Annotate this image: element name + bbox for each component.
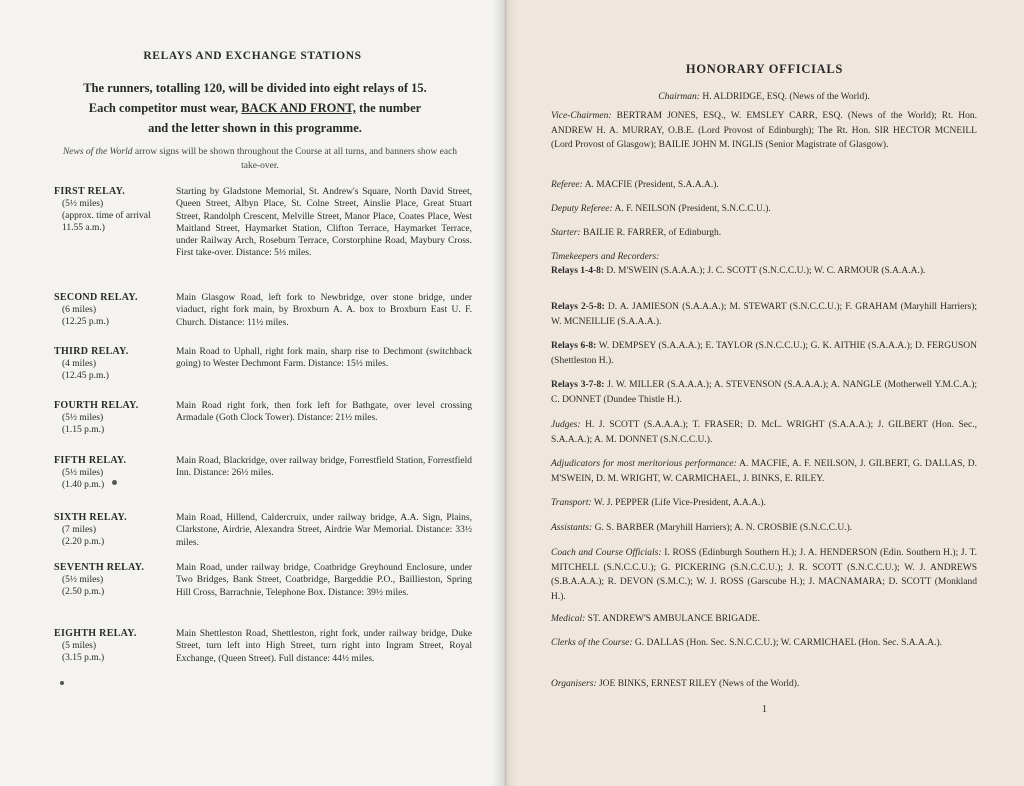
relay-label bbox=[54, 400, 169, 436]
official-names: D. M'SWEIN (S.A.A.A.); J. C. SCOTT (S.N.C.C.U.); W. C. ARMOUR (S.A.A.A.). bbox=[606, 266, 926, 276]
official-entry bbox=[551, 521, 977, 536]
relay-distance: (4 miles) bbox=[62, 359, 97, 369]
left-page bbox=[0, 0, 505, 786]
official-entry bbox=[551, 178, 977, 193]
relay-label bbox=[54, 186, 169, 234]
relay-distance: (5½ miles) bbox=[62, 575, 104, 585]
relay-group: Relays 3-7-8: bbox=[551, 380, 605, 390]
relay-distance: (5 miles) bbox=[62, 641, 97, 651]
official-entry bbox=[551, 546, 977, 604]
relay-name: FIRST RELAY. bbox=[54, 186, 126, 197]
relay-name: EIGHTH RELAY. bbox=[54, 628, 137, 639]
official-role: Medical: bbox=[551, 614, 586, 624]
relay-name: FIFTH RELAY. bbox=[54, 455, 127, 466]
relay-name: FOURTH RELAY. bbox=[54, 400, 139, 411]
official-entry bbox=[551, 378, 977, 407]
official-names: JOE BINKS, ERNEST RILEY (News of the World). bbox=[598, 679, 800, 689]
official-role: Judges: bbox=[551, 420, 581, 430]
relay-group: Relays 1-4-8: bbox=[551, 266, 605, 276]
intro-line-1: The runners, totalling 120, will be divided into eight relays of 15. bbox=[83, 81, 427, 95]
official-names: A. MACFIE (President, S.A.A.A.). bbox=[584, 180, 719, 190]
relay-label bbox=[54, 346, 169, 382]
relay-label bbox=[54, 292, 169, 328]
relay-time: (1.40 p.m.) bbox=[62, 480, 105, 490]
intro-part-b: Each competitor must wear, bbox=[88, 101, 239, 115]
relay-distance: (6 miles) bbox=[62, 305, 97, 315]
signage-note bbox=[60, 145, 460, 173]
official-names: A. MACFIE, A. F. NEILSON, J. GILBERT, G. DALLAS, D. M'SWEIN, D. M. WRIGHT, W. CARMICHAEL, J. BINKS, E. RILEY. bbox=[551, 459, 978, 484]
relay-route: Main Shettleston Road, Shettleston, right fork, under railway bridge, Duke Street, turn left into High Street, turn right into Ingram Street, Royal Exchange, (Queen Street). Full distance: 44½ miles. bbox=[176, 629, 472, 664]
relay-route: Main Road, under railway bridge, Coatbridge Greyhound Enclosure, under Two Bridges, Bank Street, Coatbridge, Bargeddie P.O., Baillieston, Spring Hill Cross, Barrachnie, Telephone Box. Distance: 39½ miles. bbox=[176, 563, 472, 598]
official-entry bbox=[551, 90, 977, 105]
official-role: Deputy Referee: bbox=[551, 204, 613, 214]
relay-route: Main Glasgow Road, left fork to Newbridge, over stone bridge, under viaduct, right fork main, by Broxburn A. A. box to Broxburn East U. F. Church. Distance: 11½ miles. bbox=[176, 293, 472, 328]
official-entry bbox=[551, 202, 977, 217]
official-entry bbox=[551, 250, 977, 265]
official-role: Organisers: bbox=[551, 679, 597, 689]
official-names: H. J. SCOTT (S.A.A.A.); T. FRASER; D. McL. WRIGHT (S.A.A.A.); J. GILBERT (Hon. Sec., S.A.A.A.); A. M. DONNET (S.N.C.C.U.). bbox=[551, 420, 977, 445]
relay-name: SIXTH RELAY. bbox=[54, 512, 127, 523]
official-names: G. S. BARBER (Maryhill Harriers); A. N. CROSBIE (S.N.C.C.U.). bbox=[594, 523, 853, 533]
relay-group: Relays 2-5-8: bbox=[551, 302, 605, 312]
official-role: Starter: bbox=[551, 228, 581, 238]
official-role: Chairman: bbox=[658, 92, 700, 102]
official-entry bbox=[551, 457, 977, 486]
official-entry bbox=[551, 418, 977, 447]
relays-intro bbox=[40, 78, 470, 138]
official-names: W. DEMPSEY (S.A.A.A.); E. TAYLOR (S.N.C.C.U.); G. K. AITHIE (S.A.A.A.); D. FERGUSON (Shettleston H.). bbox=[551, 341, 977, 366]
official-entry bbox=[551, 226, 977, 241]
official-names: D. A. JAMIESON (S.A.A.A.); M. STEWART (S.N.C.C.U.); F. GRAHAM (Maryhill Harriers); W. MCNEILLIE (S.A.A.A.). bbox=[551, 302, 978, 327]
relay-label bbox=[54, 512, 169, 548]
relay-group: Relays 6-8: bbox=[551, 341, 597, 351]
official-entry bbox=[551, 300, 977, 329]
ink-spot bbox=[60, 681, 64, 685]
official-names: J. W. MILLER (S.A.A.A.); A. STEVENSON (S.A.A.A.); A. NANGLE (Motherwell Y.M.C.A.); C. DONNET (Dundee Thistle H.). bbox=[551, 380, 978, 405]
relay-distance: (7 miles) bbox=[62, 525, 97, 535]
official-role: Timekeepers and Recorders: bbox=[551, 252, 660, 262]
relay-time: (approx. time of arrival 11.55 a.m.) bbox=[62, 211, 151, 233]
note-text: arrow signs will be shown throughout the Course at all turns, and banners show each take-over. bbox=[134, 147, 458, 171]
official-names: A. F. NEILSON (President, S.N.C.C.U.). bbox=[614, 204, 771, 214]
official-names: BERTRAM JONES, ESQ., W. EMSLEY CARR, ESQ. (News of the World); Rt. Hon. ANDREW H. A. MURRAY, O.B.E. (Lord Provost of Edinburgh); The Rt. Hon. SIR HECTOR MCNEILL (Lord Provost of Glasgow); BAILIE JOHN M. INGLIS (Senior Magistrate of Glasgow). bbox=[551, 111, 977, 150]
official-names: BAILIE R. FARRER, of Edinburgh. bbox=[582, 228, 722, 238]
official-entry bbox=[551, 677, 977, 692]
intro-underlined: BACK AND FRONT, bbox=[241, 101, 356, 115]
note-newspaper-name: News of the World bbox=[62, 147, 133, 157]
relay-label bbox=[54, 455, 169, 491]
intro-part-c: the number bbox=[359, 101, 422, 115]
official-entry bbox=[551, 339, 977, 368]
relays-title: RELAYS AND EXCHANGE STATIONS bbox=[143, 50, 362, 62]
right-page bbox=[505, 0, 1024, 786]
relay-route: Main Road right fork, then fork left for Bathgate, over level crossing Armadale (Goth Clock Tower). Distance: 21½ miles. bbox=[176, 401, 472, 424]
relay-time: (12.25 p.m.) bbox=[62, 317, 109, 327]
official-role: Vice-Chairmen: bbox=[551, 111, 612, 121]
relay-label bbox=[54, 628, 169, 664]
relay-distance: (5½ miles) bbox=[62, 468, 104, 478]
relay-name: THIRD RELAY. bbox=[54, 346, 129, 357]
official-role: Coach and Course Officials: bbox=[551, 548, 662, 558]
relay-route: Main Road to Uphall, right fork main, sharp rise to Dechmont (switchback going) to Wester Dechmont Farm. Distance: 15½ miles. bbox=[176, 347, 472, 370]
official-entry bbox=[551, 636, 977, 651]
official-role: Adjudicators for most meritorious performance: bbox=[551, 459, 737, 469]
relay-time: (1.15 p.m.) bbox=[62, 425, 105, 435]
relay-time: (3.15 p.m.) bbox=[62, 653, 105, 663]
official-names: G. DALLAS (Hon. Sec. S.N.C.C.U.); W. CARMICHAEL (Hon. Sec. S.A.A.A.). bbox=[634, 638, 942, 648]
official-entry bbox=[551, 612, 977, 627]
relay-route: Main Road, Hillend, Caldercruix, under railway bridge, A.A. Sign, Plains, Clarkstone, Airdrie, Alexandra Street, Airdrie War Memorial. Distance: 33½ miles. bbox=[176, 513, 472, 548]
official-role: Referee: bbox=[551, 180, 583, 190]
official-entry bbox=[551, 109, 977, 153]
official-entry bbox=[551, 264, 977, 279]
relay-time: (2.50 p.m.) bbox=[62, 587, 105, 597]
relay-distance: (5½ miles) bbox=[62, 199, 104, 209]
official-entry bbox=[551, 496, 977, 511]
relay-time: (2.20 p.m.) bbox=[62, 537, 105, 547]
official-role: Transport: bbox=[551, 498, 592, 508]
relay-label bbox=[54, 562, 169, 598]
intro-line-2 bbox=[40, 98, 470, 118]
relay-name: SECOND RELAY. bbox=[54, 292, 138, 303]
relay-route: Main Road, Blackridge, over railway bridge, Forrestfield Station, Forrestfield Inn. Distance: 26½ miles. bbox=[176, 456, 472, 479]
ink-spot bbox=[112, 480, 117, 485]
official-role: Clerks of the Course: bbox=[551, 638, 633, 648]
page-number: 1 bbox=[762, 704, 767, 715]
relay-name: SEVENTH RELAY. bbox=[54, 562, 145, 573]
officials-title: HONORARY OFFICIALS bbox=[685, 62, 844, 76]
relay-route: Starting by Gladstone Memorial, St. Andrew's Square, North David Street, Queen Street, Albyn Place, St. Colne Street, Ainslie Place, Great Stuart Street, Randolph Crescent, Melville Street, Manor Place, Coates Place, West Maitland Street, Haymarket Station, Clifton Terrace, Haymarket Terrace, under Railway Arch, Roseburn Terrace, Corstorphine Road, Maybury Cross. First take-over. Distance: 5½ miles. bbox=[176, 187, 472, 259]
relay-time: (12.45 p.m.) bbox=[62, 371, 109, 381]
intro-line-3: and the letter shown in this programme. bbox=[148, 121, 362, 135]
official-names: ST. ANDREW'S AMBULANCE BRIGADE. bbox=[587, 614, 760, 624]
official-role: Assistants: bbox=[551, 523, 593, 533]
official-names: W. J. PEPPER (Life Vice-President, A.A.A.). bbox=[593, 498, 766, 508]
official-names: I. ROSS (Edinburgh Southern H.); J. A. HENDERSON (Edin. Southern H.); J. T. MITCHELL (S.N.C.C.U.); G. PICKERING (S.N.C.C.U.); J. R. SCOTT (S.N.C.C.U.); W. J. ANDREWS (S.B.A.A.A.); R. DEVON (S.M.C.); W. J. ROSS (Garscube H.); J. MACNAMARA; D. SCOTT (Monkland H.). bbox=[551, 548, 978, 602]
relay-distance: (5½ miles) bbox=[62, 413, 104, 423]
official-names: H. ALDRIDGE, ESQ. (News of the World). bbox=[702, 92, 870, 102]
